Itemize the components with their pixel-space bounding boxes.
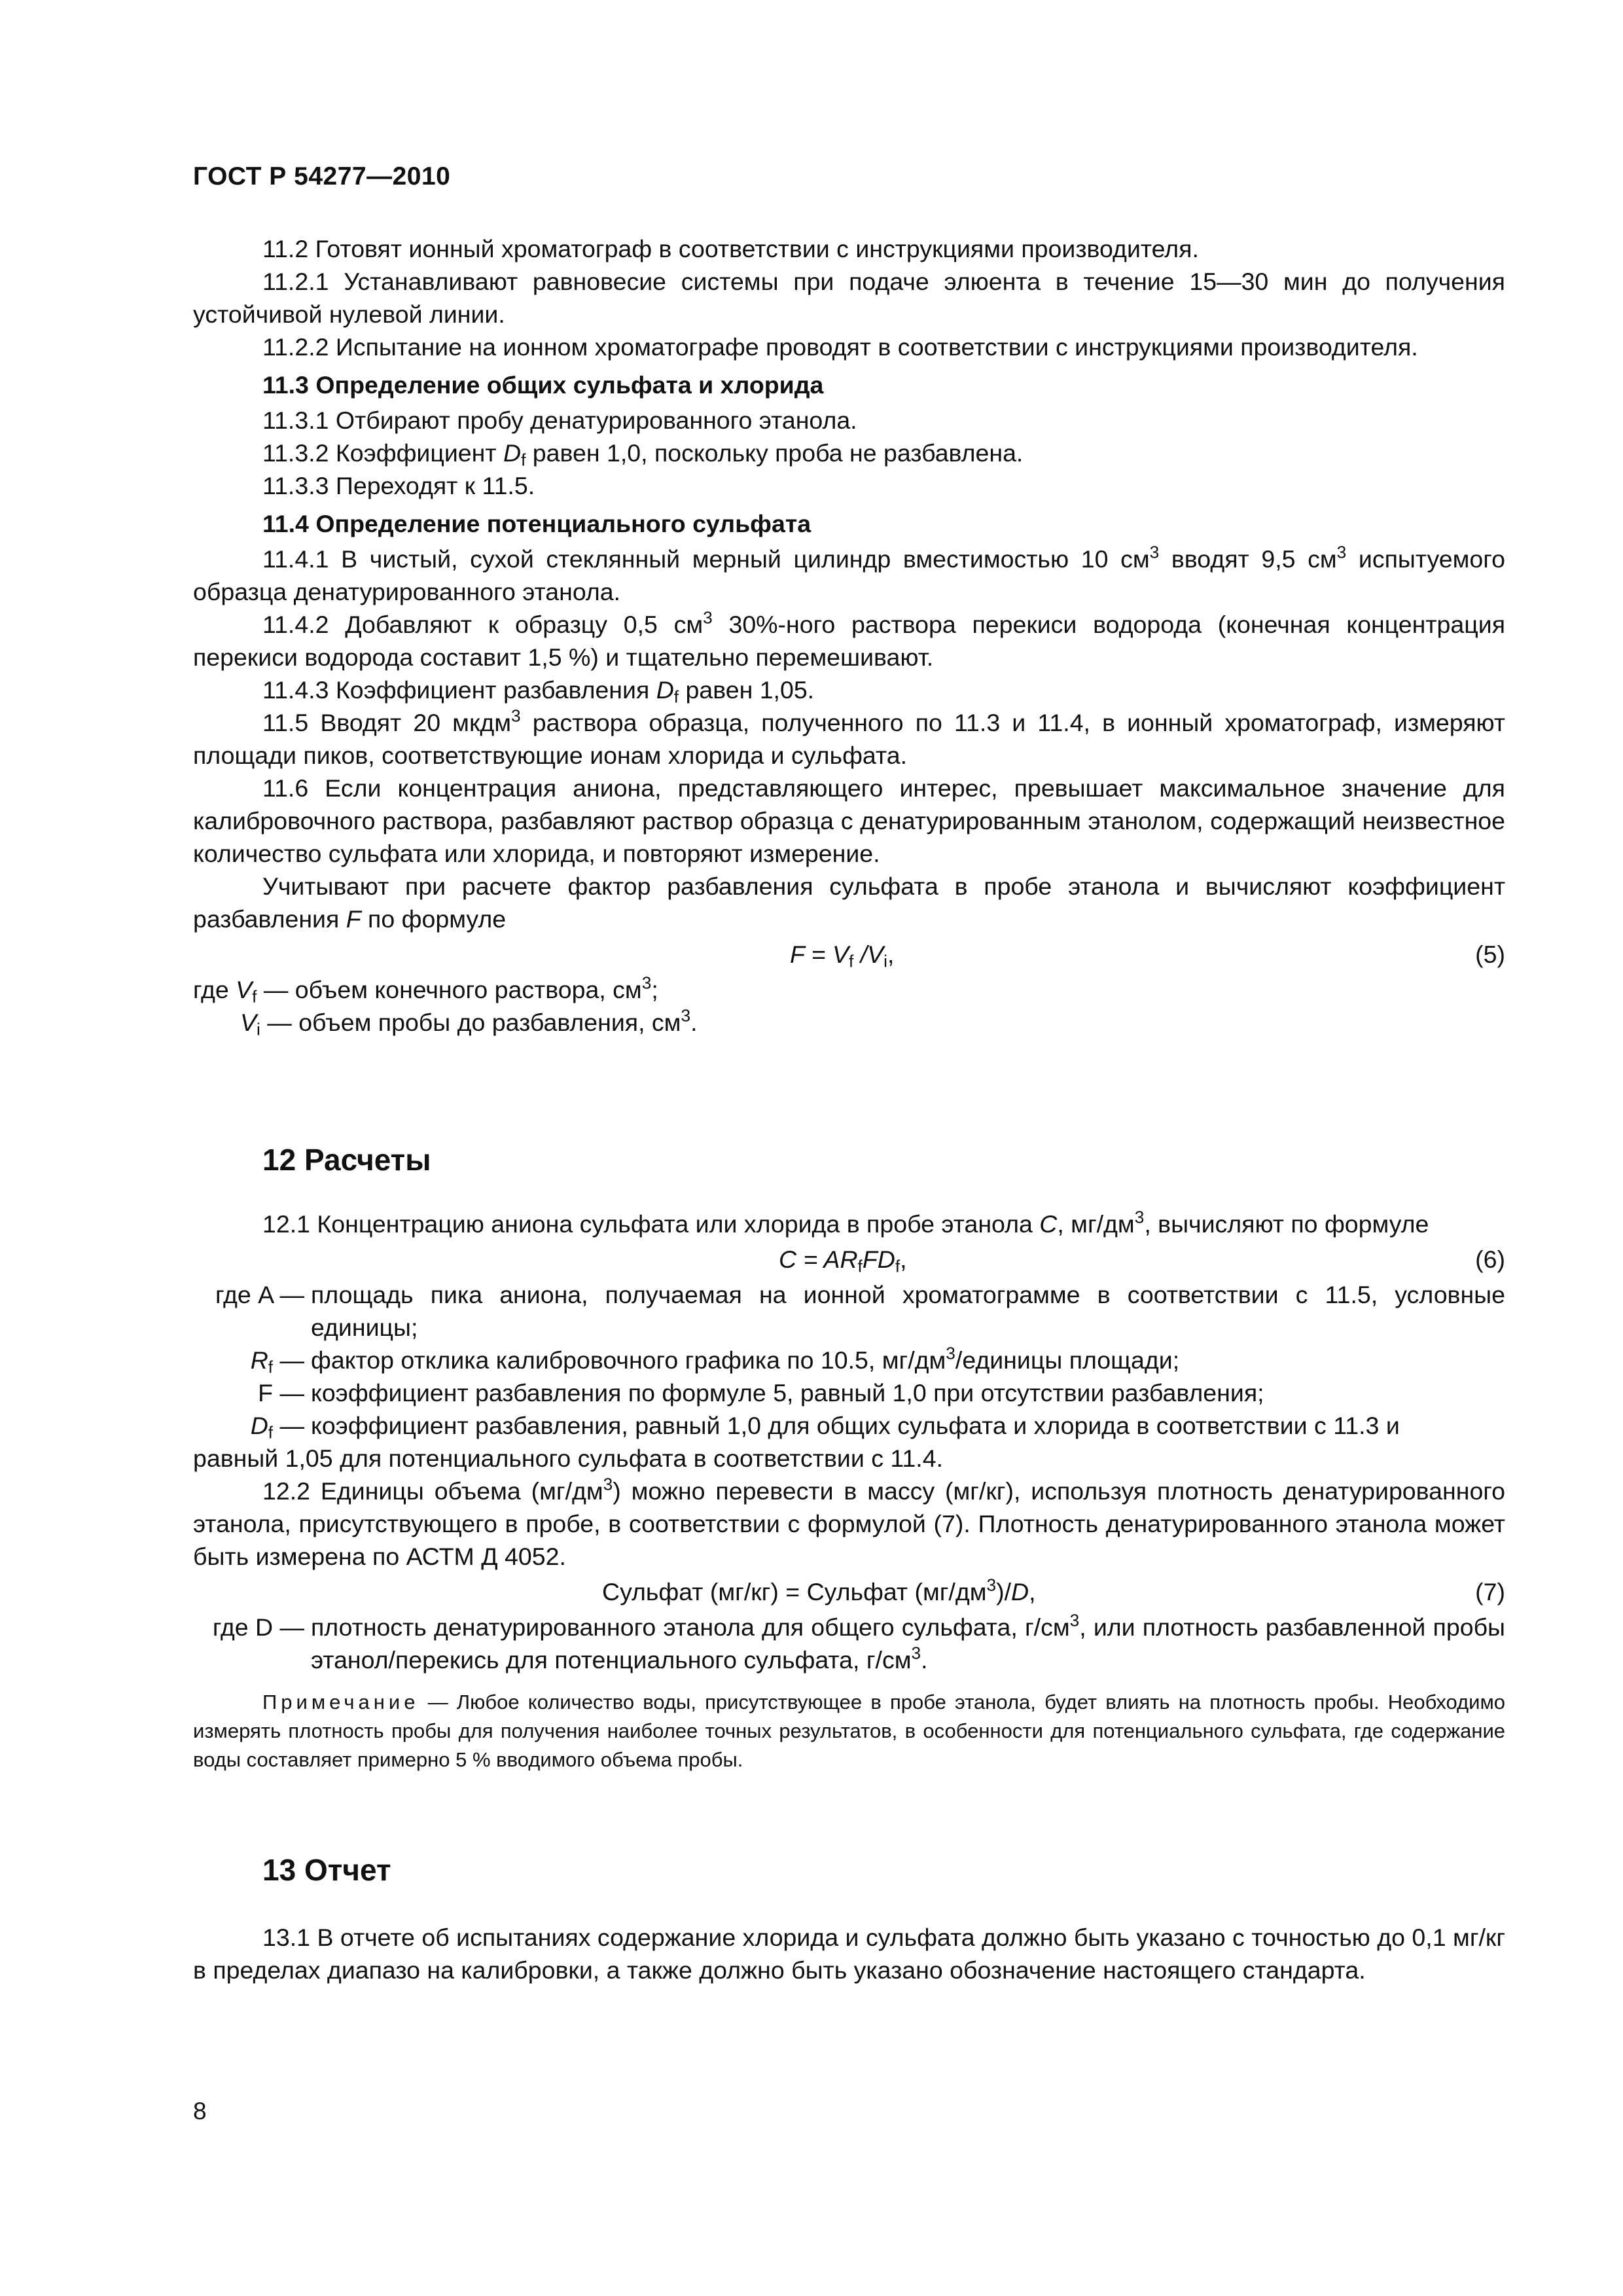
paragraph-11-3-3: 11.3.3 Переходят к 11.5. — [262, 472, 535, 499]
paragraph-11-4-3: 11.4.3 Коэффициент разбавления $D_f$ равен 1,05. — [262, 676, 815, 707]
definition-a-term: где A — — [215, 1281, 304, 1308]
paragraph-11-6-dilution: Учитывают при расчете фактор разбавления сульфата в пробе этанола и вычисляют коэффициент разбавления F по формуле — [193, 872, 1505, 933]
definition-df-continued: равный 1,05 для потенциального сульфата в соответствии с 11.4. — [193, 1444, 944, 1472]
paragraph-12-1: 12.1 Концентрацию аниона сульфата или хлорида в пробе этанола C, $мг/дм^3$, вычисляют по формуле — [262, 1207, 1429, 1238]
paragraph-11-5: 11.5 Вводят 20 мкдм$^3$ раствора образца, полученного по 11.3 и 11.4, в ионный хроматограф, измеряют площади пиков, соответствующие ионам хлорида и сульфата. — [193, 706, 1505, 769]
definition-rf-term: $R_f$ — — [250, 1346, 304, 1377]
definition-a — [193, 1278, 1505, 1344]
definition-d-term: где D — — [212, 1613, 304, 1641]
section-11-body — [193, 232, 1505, 1039]
paragraph-11-4-1: 11.4.1 В чистый, сухой стеклянный мерный цилиндр вместимостью 10 $см^3$ вводят 9,5 $см^3$ испытуемого образца денатурированного этанола. — [193, 542, 1505, 605]
paragraph-11-4-2: 11.4.2 Добавляют к образцу 0,5 $см^3$ 30%-ного раствора перекиси водорода (конечная концентрация перекиси водорода составит 1,5 %) и тщательно перемешивают. — [193, 607, 1505, 671]
formula-7-number: (7) — [1475, 1578, 1505, 1605]
note-text: — Любое количество воды, присутствующее в пробе этанола, будет влиять на плотность пробы. Необходимо измерять плотность пробы для получения наиболее точных результатов, в особенности для потенциального сульфата, где содержание воды составляет примерно 5 % вводимого объема пробы. — [193, 1691, 1505, 1771]
formula-6-expression: $C = AR_fFD_f$, — [779, 1246, 907, 1276]
heading-11-3: 11.3 Определение общих сульфата и хлорида — [262, 371, 824, 399]
paragraph-11-3-2: 11.3.2 Коэффициент $D_f$ равен 1,0, поскольку проба не разбавлена. — [262, 439, 1024, 470]
page-number: 8 — [193, 2098, 207, 2125]
definition-rf — [193, 1344, 1505, 1376]
definition-d — [193, 1611, 1505, 1676]
section-12-title: 12 Расчеты — [262, 1143, 431, 1177]
paragraph-11-6: 11.6 Если концентрация аниона, представляющего интерес, превышает максимальное значение для калибровочного раствора, разбавляют раствор образца с денатурированным этанолом, содержащий неизвестное количество сульфата или хлорида, и повторяют измерение. — [193, 774, 1505, 867]
definition-d-body: плотность денатурированного этанола для общего сульфата, $г/см^3$, или плотность разбавленной пробы этанол/перекись для потенциального сульфата, $г/см^3$. — [311, 1610, 1505, 1674]
definition-df — [193, 1409, 1505, 1442]
where-vi: $V_i$ — объем пробы до разбавления, $см^3$. — [240, 1005, 698, 1039]
note-label: Примечание — [262, 1691, 419, 1713]
formula-5-expression: $F = V_f$ $/V_i$, — [790, 941, 895, 971]
definition-f-term: F — — [258, 1379, 304, 1407]
section-13-title: 13 Отчет — [262, 1853, 391, 1887]
formula-5 — [193, 938, 1505, 971]
formula-6 — [193, 1243, 1505, 1276]
document-header: ГОСТ Р 54277—2010 — [193, 162, 451, 190]
definition-f-body: коэффициент разбавления по формуле 5, равный 1,0 при отсутствии разбавления; — [311, 1379, 1264, 1407]
paragraph-11-3-1: 11.3.1 Отбирают пробу денатурированного этанола. — [262, 406, 857, 434]
note-paragraph — [193, 1688, 1505, 1774]
formula-5-number: (5) — [1475, 941, 1505, 968]
heading-11-4: 11.4 Определение потенциального сульфата — [262, 510, 812, 537]
section-13-body — [193, 1921, 1505, 1986]
paragraph-11-2-1: 11.2.1 Устанавливают равновесие системы при подаче элюента в течение 15—30 мин до получения устойчивой нулевой линии. — [193, 268, 1505, 328]
paragraph-13-1: 13.1 В отчете об испытаниях содержание хлорида и сульфата должно быть указано с точностью до 0,1 мг/кг в пределах диапазо на калибровки, а также должно быть указано обозначение настоящего стандарта. — [193, 1924, 1505, 1984]
paragraph-11-2: 11.2 Готовят ионный хроматограф в соответствии с инструкциями производителя. — [262, 235, 1199, 262]
paragraph-11-2-2: 11.2.2 Испытание на ионном хроматографе проводят в соответствии с инструкциями производителя. — [262, 333, 1418, 361]
definition-a-body: площадь пика аниона, получаемая на ионной хроматограмме в соответствии с 11.5, условные единицы; — [311, 1281, 1505, 1341]
definition-df-term: $D_f$ — — [250, 1412, 304, 1443]
definition-f — [193, 1376, 1505, 1409]
definition-df-body: коэффициент разбавления, равный 1,0 для общих сульфата и хлорида в соответствии с 11.3 и — [311, 1412, 1400, 1439]
paragraph-12-2: 12.2 Единицы объема $(мг/дм^3)$ можно перевести в массу (мг/кг), используя плотность денатурированного этанола, присутствующего в пробе, в соответствии с формулой (7). Плотность денатурированного этанола может быть измерена по АСТМ Д 4052. — [193, 1474, 1506, 1570]
formula-7-expression: Сульфат (мг/кг) = Сульфат $(мг/дм^3)/D$, — [602, 1575, 1036, 1605]
formula-6-number: (6) — [1475, 1246, 1505, 1273]
where-vf: где $V_f$ — объем конечного раствора, $см^3$; — [193, 973, 658, 1007]
section-12-body — [193, 1208, 1505, 1774]
formula-7 — [193, 1575, 1505, 1608]
definition-rf-body: фактор отклика калибровочного графика по 10.5, $мг/дм^3$/единицы площади; — [311, 1343, 1180, 1374]
